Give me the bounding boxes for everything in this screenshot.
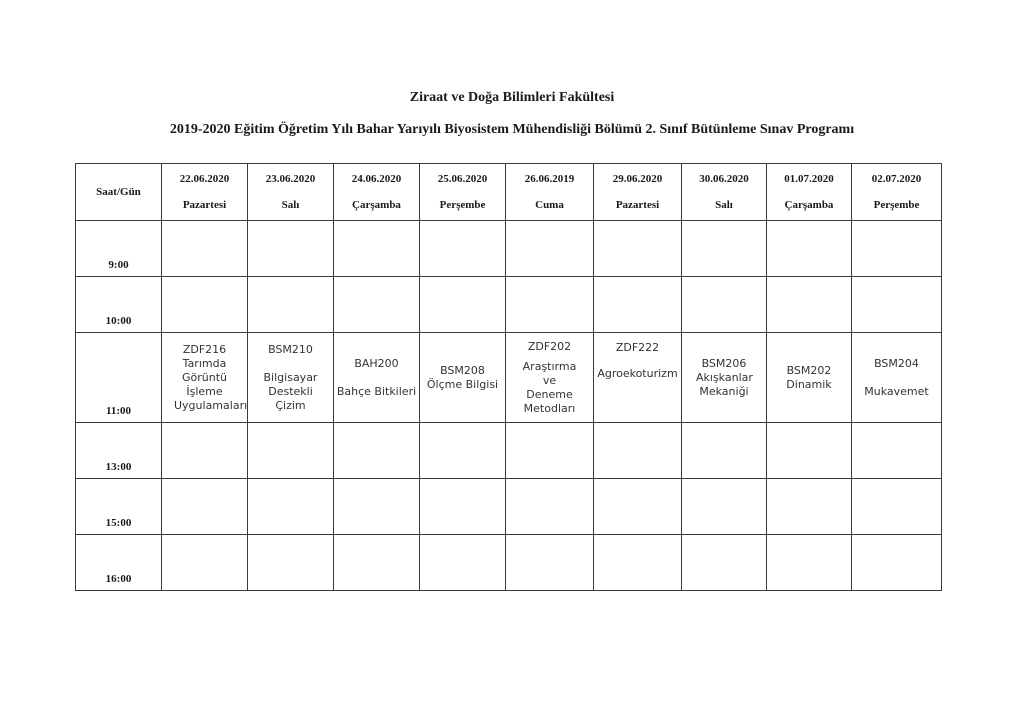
- empty-cell: [767, 221, 852, 277]
- exam-cell: [767, 333, 852, 423]
- empty-cell: [506, 535, 594, 591]
- course-code: BSM204: [874, 356, 919, 370]
- empty-cell: [162, 479, 248, 535]
- empty-cell: [162, 277, 248, 333]
- day-label: Çarşamba: [784, 199, 834, 211]
- empty-cell: [594, 277, 682, 333]
- empty-cell: [420, 277, 506, 333]
- course-code: BSM206: [701, 356, 747, 370]
- empty-cell: [420, 479, 506, 535]
- empty-cell: [767, 535, 852, 591]
- day-header: [767, 164, 852, 221]
- empty-cell: [506, 423, 594, 479]
- day-label: Perşembe: [873, 199, 920, 211]
- course-name: Dinamik: [786, 377, 832, 391]
- empty-cell: [420, 423, 506, 479]
- date-label: 29.06.2020: [612, 173, 663, 185]
- empty-cell: [767, 277, 852, 333]
- empty-cell: [420, 221, 506, 277]
- empty-cell: [852, 479, 942, 535]
- date-label: 22.06.2020: [179, 173, 230, 185]
- empty-cell: [334, 277, 420, 333]
- day-label: Çarşamba: [352, 199, 401, 211]
- course-code: BSM202: [786, 363, 832, 377]
- program-title: 2019-2020 Eğitim Öğretim Yılı Bahar Yarıyılı Biyosistem Mühendisliği Bölümü 2. Sınıf Bütünleme Sınav Programı: [169, 122, 855, 137]
- course-name: Akışkanlar Mekaniği: [696, 370, 753, 398]
- course-name: Ölçme Bilgisi: [426, 377, 499, 391]
- day-label: Salı: [715, 199, 733, 211]
- day-header: [594, 164, 682, 221]
- exam-schedule-table: [75, 163, 942, 591]
- exam-cell: [420, 333, 506, 423]
- time-row-1100: [76, 333, 942, 423]
- empty-cell: [767, 423, 852, 479]
- empty-cell: [334, 535, 420, 591]
- empty-cell: [248, 277, 334, 333]
- time-row-1500: [76, 479, 942, 535]
- course-code: BSM208: [440, 363, 485, 377]
- day-label: Perşembe: [439, 199, 486, 211]
- corner-label: Saat/Gün: [76, 164, 162, 221]
- day-header: [682, 164, 767, 221]
- course-code: ZDF202: [527, 339, 572, 353]
- course-name: Bilgisayar Destekli Çizim: [263, 370, 318, 412]
- time-label: 15:00: [76, 479, 162, 535]
- empty-cell: [852, 277, 942, 333]
- day-header: [162, 164, 248, 221]
- date-label: 25.06.2020: [437, 173, 488, 185]
- exam-cell: [334, 333, 420, 423]
- empty-cell: [248, 479, 334, 535]
- empty-cell: [594, 423, 682, 479]
- date-label: 24.06.2020: [351, 173, 402, 185]
- date-label: 26.06.2019: [524, 173, 575, 185]
- day-label: Pazartesi: [182, 199, 227, 211]
- day-header: [506, 164, 594, 221]
- empty-cell: [162, 535, 248, 591]
- time-label: 13:00: [76, 423, 162, 479]
- course-code: ZDF222: [615, 341, 660, 354]
- exam-cell: [594, 333, 682, 423]
- course-code: BSM210: [268, 342, 313, 356]
- empty-cell: [334, 221, 420, 277]
- day-label: Salı: [281, 199, 300, 211]
- empty-cell: [682, 479, 767, 535]
- day-header: [248, 164, 334, 221]
- course-name: Araştırma ve Deneme Metodları: [522, 359, 577, 415]
- time-label: 16:00: [76, 535, 162, 591]
- empty-cell: [852, 423, 942, 479]
- empty-cell: [506, 221, 594, 277]
- empty-cell: [248, 535, 334, 591]
- course-name: Bahçe Bitkileri: [336, 384, 417, 398]
- day-header: [420, 164, 506, 221]
- date-label: 02.07.2020: [871, 173, 922, 185]
- empty-cell: [682, 277, 767, 333]
- empty-cell: [334, 479, 420, 535]
- date-label: 30.06.2020: [699, 173, 749, 185]
- empty-cell: [594, 479, 682, 535]
- course-code: ZDF216: [182, 342, 227, 356]
- time-row-1300: [76, 423, 942, 479]
- exam-cell: [852, 333, 942, 423]
- empty-cell: [506, 479, 594, 535]
- day-label: Cuma: [535, 199, 564, 211]
- date-label: 23.06.2020: [265, 173, 316, 185]
- exam-cell: [506, 333, 594, 423]
- header-row: [76, 164, 942, 221]
- time-row-1600: [76, 535, 942, 591]
- empty-cell: [420, 535, 506, 591]
- day-label: Pazartesi: [615, 199, 660, 211]
- exam-cell: [682, 333, 767, 423]
- empty-cell: [162, 423, 248, 479]
- exam-cell: [162, 333, 248, 423]
- date-label: 01.07.2020: [784, 173, 834, 185]
- course-name: Mukavemet: [864, 384, 929, 398]
- time-row-1000: [76, 277, 942, 333]
- empty-cell: [852, 535, 942, 591]
- empty-cell: [334, 423, 420, 479]
- course-name: Agroekoturizm: [597, 367, 678, 380]
- day-header: [334, 164, 420, 221]
- empty-cell: [682, 423, 767, 479]
- course-code: BAH200: [354, 356, 399, 370]
- faculty-title: Ziraat ve Doğa Bilimleri Fakültesi: [409, 90, 615, 105]
- time-label: 9:00: [76, 221, 162, 277]
- time-row-0900: [76, 221, 942, 277]
- empty-cell: [162, 221, 248, 277]
- empty-cell: [682, 535, 767, 591]
- time-label: 11:00: [76, 333, 162, 423]
- empty-cell: [594, 535, 682, 591]
- empty-cell: [682, 221, 767, 277]
- empty-cell: [506, 277, 594, 333]
- empty-cell: [852, 221, 942, 277]
- empty-cell: [248, 221, 334, 277]
- time-label: 10:00: [76, 277, 162, 333]
- day-header: [852, 164, 942, 221]
- empty-cell: [767, 479, 852, 535]
- empty-cell: [594, 221, 682, 277]
- empty-cell: [248, 423, 334, 479]
- exam-cell: [248, 333, 334, 423]
- course-name: Tarımda Görüntü İşleme Uygulamaları: [174, 356, 248, 412]
